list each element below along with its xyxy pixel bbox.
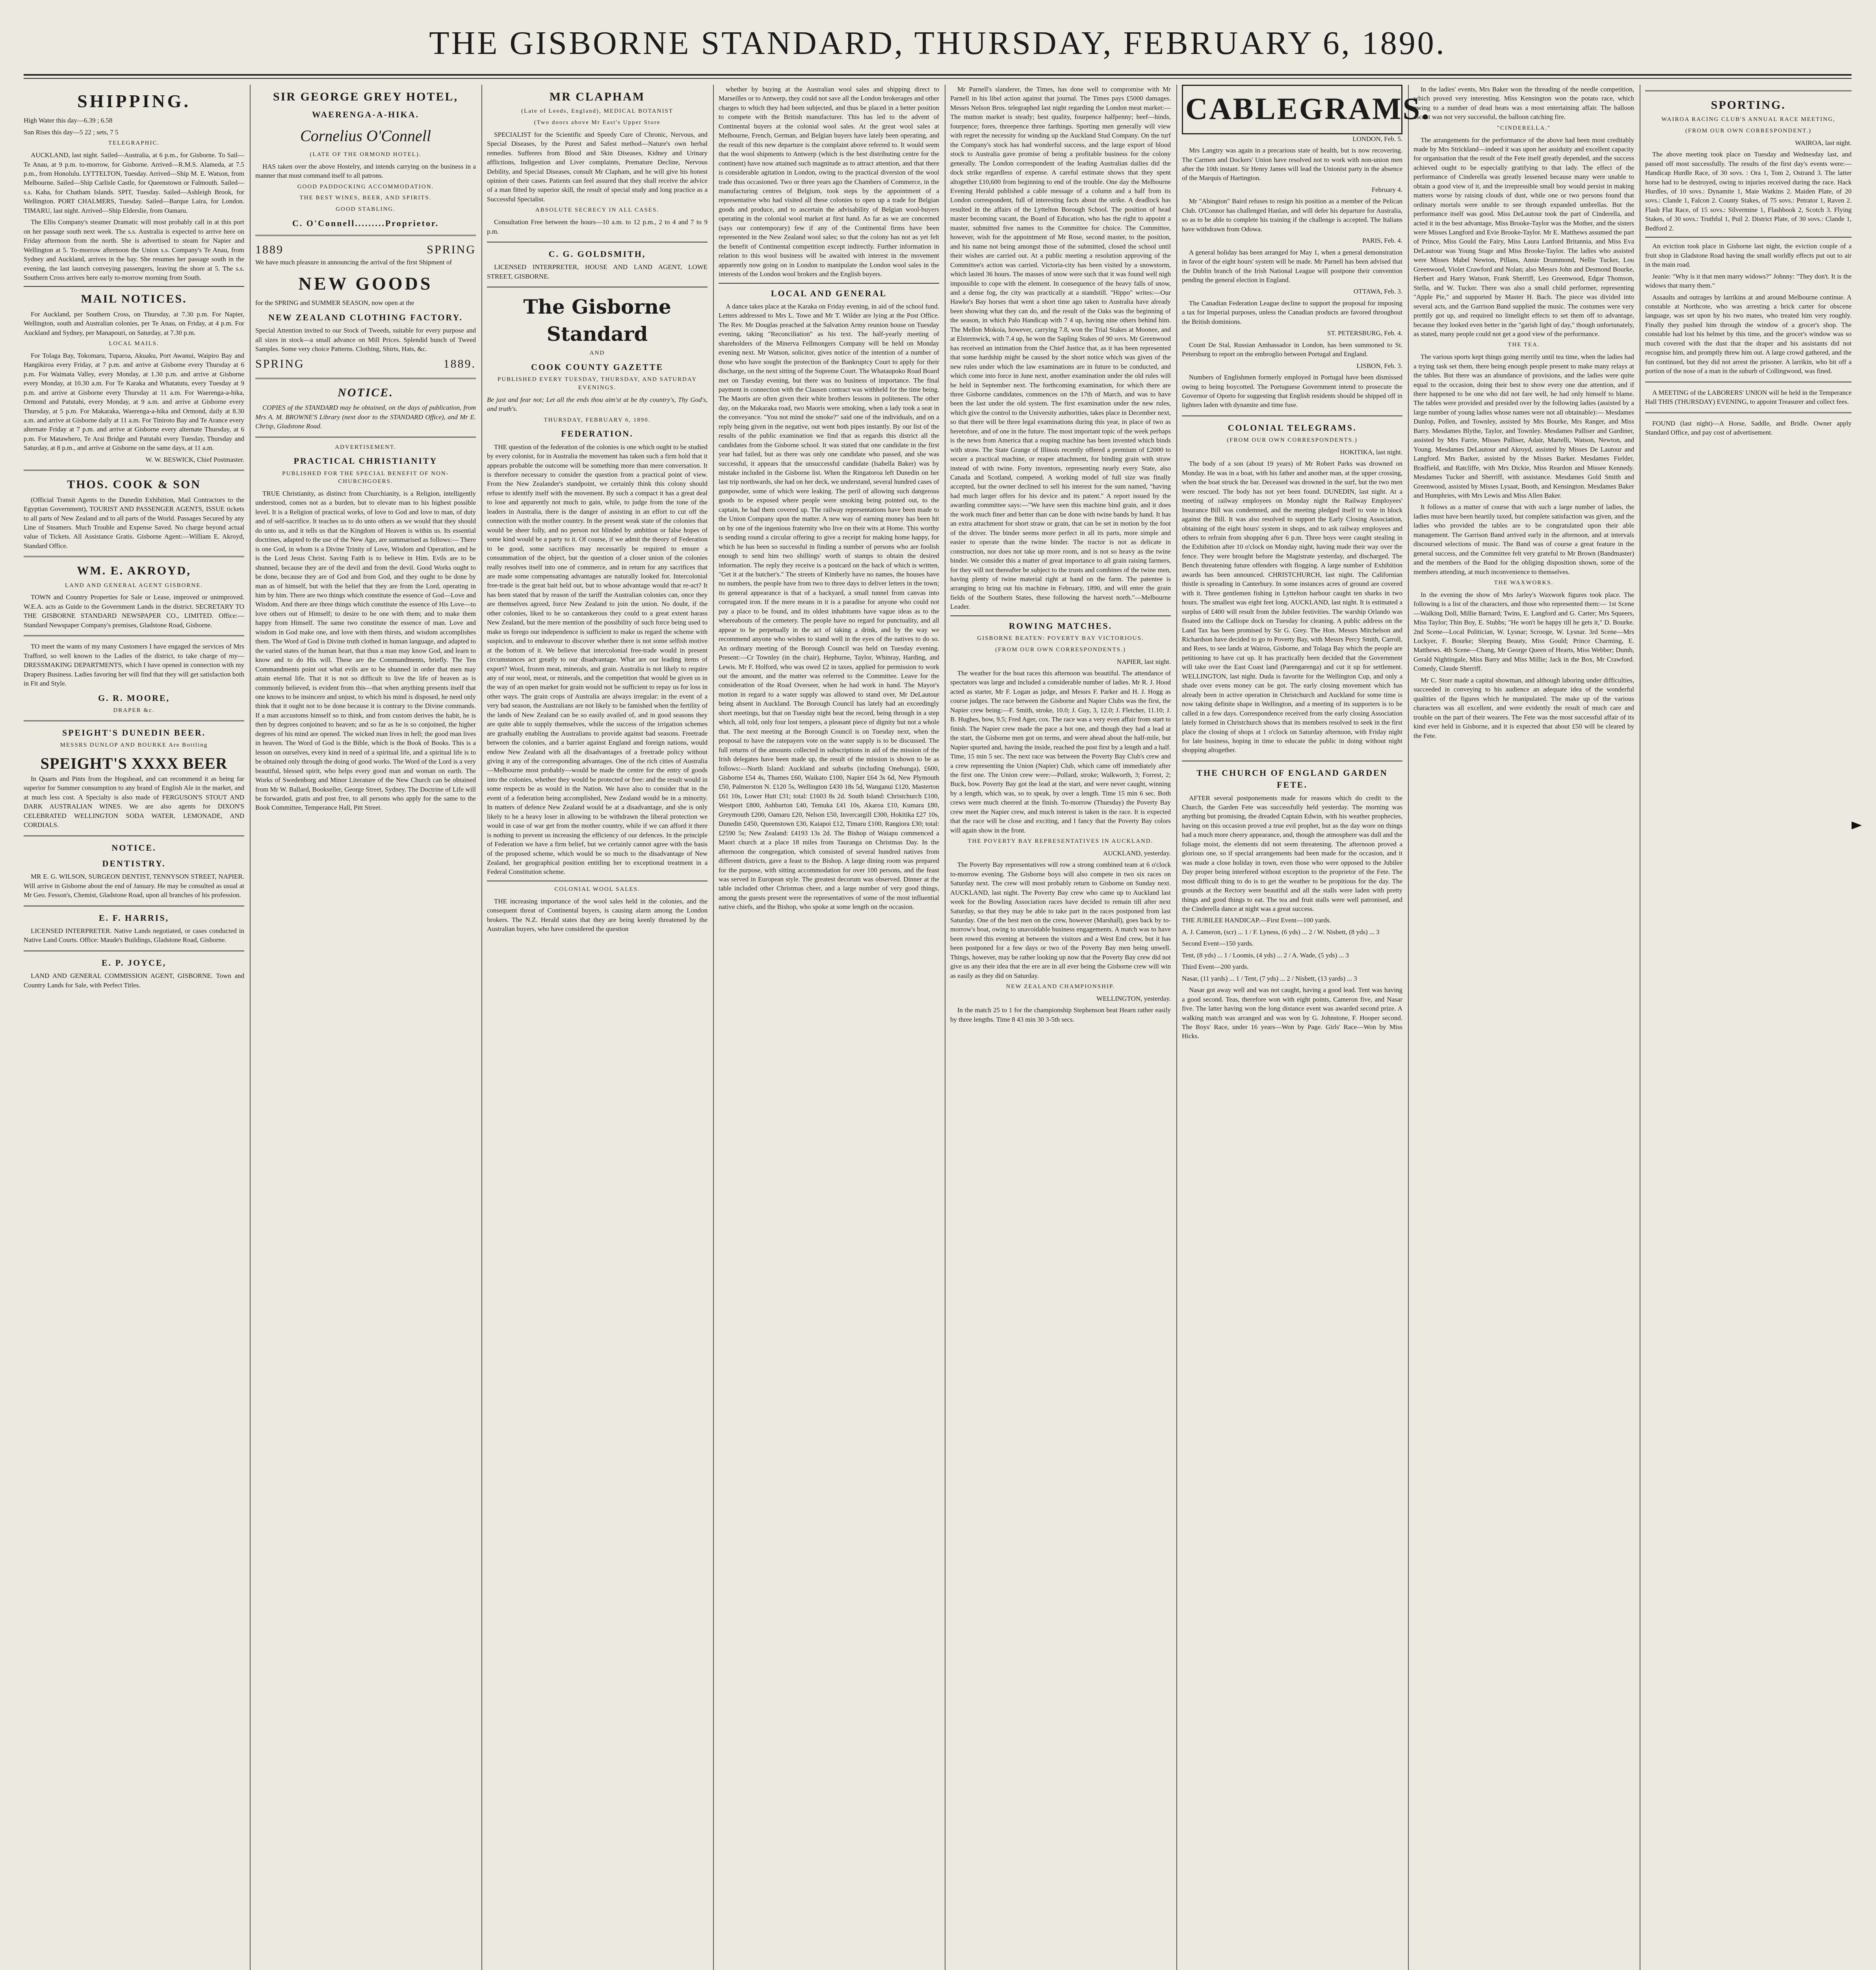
paris-text: A general holiday has been arranged for May 1, when a general demonstration in favor of the eight hours' system will be made. Mr Parnell has been advised that the Dublin branch of the Irish National League will postpone their convention pending the general election in England. bbox=[1182, 248, 1402, 284]
speights-agents: MESSRS DUNLOP AND BOURKE Are Bottling bbox=[60, 742, 208, 748]
harris-heading: E. F. HARRIS, bbox=[98, 913, 169, 923]
nz-champ-text: In the match 25 to 1 for the championship Stephenson beat Hearn rather easily by three lengths. Time 8 43 min 30 3-5th secs. bbox=[950, 1006, 1171, 1023]
feb4-dateline: February 4. bbox=[1371, 186, 1402, 193]
harris-text: LICENSED INTERPRETER. Native Lands negotiated, or cases conducted in Native Land Courts. Office: Maude's Buildings, Gladstone Road, Gisborne. bbox=[24, 927, 244, 944]
pb-reps-heading: THE POVERTY BAY REPRESENTATIVES IN AUCKLAND. bbox=[968, 838, 1153, 845]
masthead-rule bbox=[24, 74, 1852, 76]
column-1 bbox=[24, 85, 244, 1970]
practical-sub: PUBLISHED FOR THE SPECIAL BENEFIT OF NON-CHURCHGOERS. bbox=[282, 470, 449, 485]
divider bbox=[255, 235, 476, 236]
speights-text: In Quarts and Pints from the Hogshead, and can recommend it as being far superior for Summer consumption to any brand of English Ale in the market, and at much less cost. A Specialty is also made of FERGUSON'S STOUT AND DARK AUSTRALIAN WINES. We are also agents for DIXON'S CELEBRATED WELLINGTON SODA WATER, LEMONADE, AND CORDIALS. bbox=[24, 775, 244, 829]
local-general-heading: LOCAL AND GENERAL bbox=[771, 288, 887, 298]
napier-dateline: NAPIER, last night. bbox=[1117, 658, 1171, 665]
london-dateline: LONDON, Feb. 5. bbox=[1352, 135, 1402, 143]
ottawa-dateline: OTTAWA, Feb. 3. bbox=[1353, 288, 1402, 296]
wines: THE BEST WINES, BEER, AND SPIRITS. bbox=[299, 195, 432, 201]
clapham-heading: MR CLAPHAM bbox=[549, 90, 645, 103]
federation-heading: FEDERATION. bbox=[561, 429, 633, 439]
wairoa-text: The above meeting took place on Tuesday and Wednesday last, and passed off most successfully. The results of the first day's events were:— Handicap Hurdle Race, of 30 sovs. : Ora 1, Tom 2, Ostrand 3. The latter horse had to be destroyed, owing to injuries received during the race. Hack Hurdles, of 10 sovs.: Dynamite 1, Maie Watkins 2. Maiden Plate, of 20 sovs.: Clande 1, Falcon 2. County Stakes, of 75 sovs.: Petrator 1, Raven 2. Flash Flat Race, of 15 sovs.: Silvermine 1, Flashbook 2, Scotch 3. Flying Stakes, of 30 sovs.: Truthful 1, Puil 2. District Plate, of 30 sovs.: Clande 1, Bedford 2. bbox=[1645, 151, 1852, 232]
column-divider bbox=[1176, 85, 1177, 1970]
speights-heading: SPEIGHT'S DUNEDIN BEER. bbox=[62, 727, 206, 738]
clapham-text: SPECIALIST for the Scientific and Speedy Cure of Chronic, Nervous, and Special Diseases, by the Purest and Safest method—Nature's own herbal remedies. Sufferers from Blood and Skin Diseases, Kidney and Urinary afflictions, Indigestion and Liver complaints, Premature Decline, Nervous Debility, and Special Diseases, consult Mr Clapham, and he will give his honest opinion of their cases. Patients can feel assured that they shall receive the advice of a man fitted by superior skill, the result of special study and long practice as a Successful Specialist. bbox=[487, 130, 708, 203]
spring-label: SPRING bbox=[427, 243, 476, 256]
motto: Be just and fear not; Let all the ends thou aim'st at be thy country's, Thy God's, and truth's. bbox=[487, 396, 708, 413]
federation-text: THE question of the federation of the colonies is one which ought to be studied by every colonist, for in Australia the movement has taken such a firm hold that it appears probable the outcome will be something more than mere conversation. It is therefore necessary to consider the question from a practical point of view. From the New Zealander's standpoint, we certainly think this colony should refuse to identify itself with the movement. By such a compact it has a great deal to lose and apparently not much to gain, while, to judge from the tone of the leaders in Australia, there is the danger of assisting in an effort to cut off the connection with the mother country. In the present weak state of the colonies that would be sheer folly, and no person not blinded by ambition or false hopes of some kind would be a party to it. Of course, if we admit the theory of Federation to be good, some sacrifices may necessarily be required to ensure a consummation of the object, but the question of a closer union of the colonies really resolves itself into one of commerce, and in return for any sacrifices that are made some compensating advantages are naturally looked for. Intercolonial free-trade is the great bait held out, but to whose advantage would that re-act? It has been stated that by reason of the tariff the Australian colonies can, once they are themselves agreed, force New Zealand to join the union. No doubt, if the other colonies, liked to be so cantankerous they could to a great extent harass New Zealand, but the mere mention of the possibility of such force being used to make us forego our independence is sufficient to make us regard the scheme with suspicion, and to endeavour to discover whether there is not some selfish motive at the bottom of it. We believe that intercolonial free-trade would in present circumstances act greatly to our disadvantage. What are our leading items of export? Wool, frozen meat, minerals, and grain. Australia is not likely to require any of our wool, meat, or minerals, and the competition that would be given us in the way of an open market for grain would not be sufficient to repay us for loss in other ways. The grain crops of Australia are always irregular: in the event of a very bad season, the Australians are not likely to be famished when the fertility of the lands of New Zealand can be so easily availed of, and in good seasons they are quite able to supply themselves, while the success of the irrigation schemes are gradually enabling the Australians to provide against bad seasons. Freetrade between the colonies, and a barrier against England and foreign nations, would endow New Zealand with all the disadvantages of a freetrade policy without giving it any of the corresponding advantages. One of the rich cities of Australia—Melbourne most probably—would be made the centre for the entry of goods into the colonies, whether they would be protected or free: and the result would in some respects be as would in the Nation. We have also to consider that in the event of a federation being accomplished, New Zealand would be in a minority. In matters of defence New Zealand would be at a disadvantage, and she is only likely to be a heavy loser in allowing to be withdrawn the liberal protection we would in case of war get from the mother country, while if we can afford it there is nothing to prevent us increasing the efficiency of our defences. In the principle of Federation we have a firm belief, but we certainly cannot agree with the basis of the proposed scheme, which would be so much to the disadvantage of New Zealand, her geographical position entitling her to exceptional treatment in a Federal Constitution scheme. bbox=[487, 443, 708, 876]
divider bbox=[255, 378, 476, 379]
wellington-dateline: WELLINGTON, yesterday. bbox=[1096, 994, 1171, 1002]
speights-big: SPEIGHT'S XXXX BEER bbox=[40, 754, 228, 772]
divider bbox=[24, 286, 244, 287]
akroyd-sub: LAND AND GENERAL AGENT GISBORNE. bbox=[65, 582, 203, 589]
divider bbox=[487, 242, 708, 243]
ellis-notice: The Ellis Company's steamer Dramatic will most probably call in at this port on her passage south next week. The s.s. Australia is expected to arrive here on Friday afternoon from the north. She is advertised to steam for Napier and Wellington at 5. To-morrow afternoon the Union s.s. Company's Te Anau, from Sydney and Auckland, arrives in the bay. She resumes her passage south in the evening, the last launch conveying passengers, leaving the shore at 5. The s.s. Southern Cross arrives here early to-morrow morning from South. bbox=[24, 218, 244, 281]
joyce-heading: E. P. JOYCE, bbox=[101, 957, 167, 968]
cinderella-text: The arrangements for the performance of the above had been most creditably made by Mrs Strickland—indeed it was upon her assiduity and excellent capacity for organisation that the result of the Fete itself greatly depended, and the success achieved ought to be especially gratifying to that lady. The effect of the performance of Cinderella was greatly lessened because many were unable to obtain a good view of it, and the irrepressible small boy would persist in making matters worse by raising clouds of dust, while one or two persons found that ordinary mortals were unable to see through expanded umbrellas. But the performance itself was good. Miss DeLautour took the part of Cinderella, and acted it in the best advantage, Miss Brooke-Taylor was the Mother, and the sisters were Misses Langford and Evie Brooke-Taylor. Mr E. Matthews assumed the part of Prince, Miss Gould the Fairy, Miss Laura Lanford Britannia, and Miss Eva DeLautour was Young Stage and Miss Brooke-Taylor. The ladies who assisted were Misses Mabel Newton, Pillans, Annie Drummond, Nellie Tucker, Lou Greenwood, Violet Crawford and Nolan; also Messrs John and Desmond Bourke, Herbert and Harry Watson, Frank Sherriff, Leo Greenwood, Edgar Thomson, Stella, and W. Tucker. There was also a small child performer, representing "Apple Pie," and supported by Master H. Bach. The piece was divided into several acts, and the Garrison Band supplied the music. The costumes were very prettily got up, and required no limelight effects to set them off to advantage, because they looked even better in the "garish light of day," though unfortunately, as stated, many people could not get a good view of the performance. bbox=[1414, 136, 1634, 338]
rowing-sub: GISBORNE BEATEN: POVERTY BAY VICTORIOUS. bbox=[977, 635, 1144, 642]
goldsmith-text: LICENSED INTERPRETER, HOUSE AND LAND AGENT, LOWE STREET, GISBORNE. bbox=[487, 263, 708, 280]
clapham-address: (Two doors above Mr East's Upper Store bbox=[534, 119, 661, 126]
second-event: Second Event—150 yards. bbox=[1182, 940, 1254, 948]
cook-heading: THOS. COOK & SON bbox=[67, 478, 201, 491]
wairoa-corr: (FROM OUR OWN CORRESPONDENT.) bbox=[1685, 128, 1812, 134]
rowing-heading: ROWING MATCHES. bbox=[1009, 621, 1113, 631]
colonial-text: The body of a son (about 19 years) of Mr Robert Parks was drowned on Monday. He was in a boat, with his father and another man, at the upper crossing, when the boat struck the bar. Deceased was drowned in the surf, but the two men were rescued. The body has not yet been found. DUNEDIN, last night. At a meeting of railway employees on Monday night the Railway Employees' Insurance Bill was condemned, and the meeting pledged itself to vote in block against the Bill. It was also resolved to support the Early Closing Association, obtaining of the eight hours' system in shops, and to ask railway employees and others to refrain from shopping after 6 p.m. Three boys were caught stealing in the Exhibition after 10 o'clock on Monday night, having made their way over the fence. They were brought before the Magistrate yesterday, and discharged. The Bench threatening future offenders with flogging. A large number of Exhibition awards has been announced. CHRISTCHURCH, last night. The Californian thistle is spreading in Canterbury. In some instances acres of ground are covered with it. Three gentlemen fishing in Lyttelton harbour caught ten sharks in two hours. The smallest was eight feet long. AUCKLAND, last night. It is estimated a surplus of £400 will result from the Jubilee festivities. The warship Orlando was floated into the Calliope dock on Tuesday for cleaning. A public address on the Land Tax has been promised by Sir G. Grey. The Hon. Messrs Mitchelson and Richardson have decided to go to Poverty Bay, with Messrs Percy Smith, Carroll, and Rees, to see lands at Wairoa, Gisborne, and Tolaga Bay which the people are petitioning to have cut up. It has practically been decided that the Government will take over the East Coast land (Parengarenga) and cut it up for settlement. WELLINGTON, last night. Duda is favorite for the Wellington Cup, and only a shade over evens money can be got. The early closing movement which has already been in active operation in Christchurch and Auckland for some time is now taking definite shape in Wellington, and a meeting of its supporters is to be called in a few days. Correspondence received from the early closing Association lately formed in Christchurch shows that its members resolved to seek in the first place the closing of shops at 1 o'clock on Saturday afternoon, with Friday night for late business, hoping in time to educate the public in doing without night shopping altogether. bbox=[1182, 460, 1402, 754]
entertainment-text: It follows as a matter of course that with such a large number of ladies, the ladies must have been heartily taxed, but complete satisfaction was given, and the ladies who provided the tables are to be congratulated upon their able management. The Garrison Band arrived early in the afternoon, and at intervals discoursed selections of music. The Band was of course a great feature in the general success, and the Committee felt very grateful to Mr Brown (Bandmaster) and the members of the Band for the obliging disposition shown, some of the members attending, at much inconvenience to themselves. bbox=[1414, 503, 1634, 576]
divider bbox=[719, 283, 939, 284]
divider bbox=[487, 286, 708, 288]
column-8 bbox=[1645, 85, 1852, 1970]
masthead-rule-thin bbox=[24, 78, 1852, 79]
consultation-hours: Consultation Free between the hours—10 a.m. to 12 p.m., 2 to 4 and 7 to 9 p.m. bbox=[487, 218, 708, 235]
column-divider bbox=[713, 85, 714, 1970]
goldsmith-heading: C. G. GOLDSMITH, bbox=[548, 249, 646, 259]
year-1889: 1889 bbox=[255, 243, 284, 256]
notice-text: COPIES of the STANDARD may be obtained, on the days of publication, from Mrs A. M. BROWNE'S Library (next door to the STANDARD Office), and Mr E. Chrisp, Gladstone Road. bbox=[255, 404, 476, 430]
divider bbox=[1645, 90, 1852, 91]
colonial-heading: COLONIAL TELEGRAMS. bbox=[1228, 422, 1357, 433]
divider bbox=[950, 615, 1171, 616]
ladies-events: In the ladies' events, Mrs Baker won the threading of the needle competition, which proved very interesting. Miss Kensington won the potato race, which owing to a number of dead heats was a most entertaining affair. The balloon ascent was not very successful, the balloon catching fire. bbox=[1414, 85, 1634, 121]
cinderella-heading: "CINDERELLA." bbox=[1497, 125, 1551, 131]
paris-dateline: PARIS, Feb. 4. bbox=[1362, 237, 1402, 245]
dressmaking-text: TO meet the wants of my many Customers I have engaged the services of Mrs Trafford, so well known to the Ladies of the district, to take charge of my— DRESSMAKING DEPARTMENTS, which I have opened in connection with my Drapery Business. Ladies favoring her will find that they will get satisfaction both in Fit and Style. bbox=[24, 643, 244, 688]
divider bbox=[1645, 381, 1852, 383]
clothing-factory: NEW ZEALAND CLOTHING FACTORY. bbox=[268, 312, 463, 322]
colonial-corr: (FROM OUR OWN CORRESPONDENTS.) bbox=[1227, 437, 1358, 444]
column-4 bbox=[719, 85, 939, 1970]
mail-text: For Auckland, per Southern Cross, on Thursday, at 7.30 p.m. For Napier, Wellington, south and Australian colonies, per Te Anau, on Friday, at 4 p.m. For Auckland and Sydney, per Manapouri, on Saturday, at 7.30 p.m. bbox=[24, 310, 244, 336]
moore-sub: DRAPER &c. bbox=[113, 707, 155, 714]
ottawa-text: The Canadian Federation League decline to support the proposal for imposing a tax for Imperial purposes, unless the Canadian products are favored throughout the British dominions. bbox=[1182, 299, 1402, 325]
shipping-heading: SHIPPING. bbox=[77, 91, 191, 111]
divider bbox=[1182, 760, 1402, 762]
spring-header bbox=[255, 242, 476, 258]
stpete-text: Count De Stal, Russian Ambassador in London, has been summoned to St. Petersburg to report on the embroglio between Portugal and England. bbox=[1182, 341, 1402, 358]
column-divider bbox=[250, 85, 251, 1970]
divider bbox=[24, 720, 244, 721]
divider bbox=[24, 470, 244, 471]
divider bbox=[1645, 237, 1852, 238]
cook-text: (Official Transit Agents to the Dunedin Exhibition, Mail Contractors to the Egyptian Government), TOURIST AND PASSENGER AGENTS, ISSUE tickets to all parts of New Zealand and to all parts of the World. Passages Secured by any Line of Steamers. Much Trouble and Expense Saved. No charge beyond actual value of Tickets. All Assistance Gratis. Gisborne Agent:—William E. Akroyd, Standard Office. bbox=[24, 496, 244, 550]
column-3 bbox=[487, 85, 708, 1970]
spring-label-2: SPRING bbox=[255, 357, 305, 371]
clapham-sub: (Late of Leeds, England), MEDICAL BOTANIST bbox=[521, 108, 673, 115]
column-2 bbox=[255, 85, 476, 1970]
akroyd-heading: WM. E. AKROYD, bbox=[77, 564, 191, 578]
rowing-corr: (FROM OUR OWN CORRESPONDENTS.) bbox=[995, 646, 1126, 653]
wool-sales-heading: COLONIAL WOOL SALES. bbox=[554, 886, 640, 892]
tea-heading: THE TEA. bbox=[1508, 342, 1540, 348]
joyce-text: LAND AND GENERAL COMMISSION AGENT, GISBORNE. Town and Country Lands for Sale, with Perfect Titles. bbox=[24, 972, 244, 989]
we-have: We have much pleasure in announcing the arrival of the first Shipment of bbox=[255, 258, 452, 266]
assaults-text: Assaults and outrages by larrikins at and around Melbourne continue. A constable at Northcote, who was arresting a brick carter for obscene language, was set upon by his two mates, who treated him very roughly. Finally they pushed him through the window of a grocer's shop. The constable had lost his helmet by this time, and the grocer's window was so much covered with the dust that the draper and his assistants did not recognise him, and promptly threw him out. A large crowd gathered, and the fun continued, but they did not arrest the prisoner. A larrikin, who bit off a portion of the nose of a man in the suburb of Collingwood, was fined. bbox=[1645, 293, 1852, 375]
practical-text: TRUE Christianity, as distinct from Churchianity, is a Religion, intelligently understood, comes not as a burden, but to elevate man to his highest possible level. It is a Religion of practical works, of love to God and love to man, of duty and of self-sacrifice. It teaches us to do unto others as we would that they should do unto us, and it tells us that the Kingdom of Heaven is within us. Its essential doctrines, adapted to the use of the New Age, are summarised as follows:— There is one God, in whom is a Divine Trinity of Love, Wisdom and Operation, and he is the Lord Jesus Christ. Saving Faith is to believe in Him. Evils are to be shunned, because they are of the devil and from the devil. Good Works ought to be done, because they are of God and from God, and they ought to be done by man as of himself, but with the belief that they are from the Lord, operating in him by him. There are two things which constitute the essence of God—Love and Wisdom. And there are three things which constitute the essence of His Love—to love others out of Himself; to desire to be one with them; and to make them happy from Himself. The same two constitute the essence of man. Love and wisdom in God make one, and love with them thirsts, and wisdom accomplishes them. The Word of God is Divine truth clothed in human language, and adapted to the varied states of the human heart, that thus a man may know God, and learn to know and to do His will. These are the Commandments, briefly. The Ten Commandments point out what evils are to be shunned in order that men may attain eternal life. That it is not so difficult to live the life of heaven as is commonly believed, is evident from this—that when anything presents itself that one knows to be insincere and unjust, to which his mind is disposed, he need only think that it ought not to be done because it is contrary to the Divine commands. If a man accustoms himself so to think, and from custom derives the habit, he is then by degrees conjoined to heaven; and so far as he is so conjoined, the higher degrees of his mind are opened. The wicked man lives in hell; the good man lives in heaven. The Word of God is the Bible, which is the Book of Books. This is a lesson on ourselves, every kind in need of a spiritual life, and a spiritual life is to be obtained only through the doing of good works. The Word of the Lord is a very beautiful, blessed spirit, who helps every good man and woman on earth. The Works of Swedenborg and Minor Literature of the New Church can be obtained from Mr W. Ballard, Bookseller, George Street, Sydney. The Doctrine of Life will be forwarded, gratis and post free, to all persons who apply for the same to the Book Committee, Temperance Hall, Pitt Street. bbox=[255, 490, 476, 812]
waxworks-heading: THE WAXWORKS. bbox=[1494, 580, 1554, 586]
pb-reps-text: The Poverty Bay representatives will row a strong combined team at 6 o'clock to-morrow evening. The Gisborne boys will also compete in two six races on Saturday next. The crew will most probably return to Gisborne on Sunday next. AUCKLAND, last night. The Poverty Bay crew who came up to Auckland last week for the Bowling Association races have decided to remain till after next Saturday, so that they may be able to take part in the races postponed from last Saturday. One of the best men on the crew, however (Marshall), goes back by to-morrow's boat, owing to unavoidable business engagements. A match was to have been rowed this evening at between the visitors and a West End crew, but it has been postponed for a few days or two of the Poverty Bay men being unwell. Things, however, may be rather looking up now that the Poverty Bay crew did not give us any their idea that the ere are in all ever being the Gisborne crew will win as easily as they did on Saturday. bbox=[950, 861, 1171, 979]
paper-nameplate: The Gisborne Standard bbox=[523, 295, 671, 346]
publishing-days: PUBLISHED EVERY TUESDAY, THURSDAY, AND SATURDAY EVENINGS. bbox=[497, 376, 697, 391]
news-text: Mr Parnell's slanderer, the Times, has done well to compromise with Mr Parnell in his libel action against that journal. The Times pays £5000 damages. Messrs Nelson Bros. telegraphed last night regarding the London meat market:—The mutton market is steady; best quality, fourpence halfpenny; beef—hinds, fourpence; fores, threepence three farthings. Sporting men generally will view with regret the necessity for winding up the Auckland Stud Company. On the turf the Company's stock has had wonderful success, and the large export of blood stock to Australia gave promise of being a profitable business for the colony generally. The London correspondent of the leading Australian dailies did the dock strike regardless of expense. A careful estimate shows that they spent altogether £10,600 from beginning to end of the trouble. One day the Melbourne Evening Herald published a cable message of a column and a half from its London correspondent, full of interesting facts about the strike. A deadlock has resulted in the affairs of the Lyttelton Borough School. The position of head master becoming vacant, the Board of Education, who has the right to appoint a master, submitted five names to the Committee for choice. The Committee, however, wish for the appointment of Mr Rose, second master, to the position, and his name not being amongst those of the submitted, closed the school until their wishes are carried out. At a public meeting a resolution approving of the Committee's action was carried. Victoria-city has been visited by a snowstorm, which lasted 36 hours. The masses of snow were such that it was found well nigh impossible to cope with the element. In consequence of the heavy falls of snow, and a dense fog, the city was practically at a standstill. "Hippo" writes:—Our Hawke's Bay horses that went a short time ago taken to Australia have already been showing what they can do, and the result of the Oaks was the beginning of the season, in which Palo Handicap with 7 4 up, having nine others behind him. The Mellon Mokoia, however, carrying 7.8, won the Trial Stakes at Moonee, and at Elsternwick, with 7.4 up, he won the Sapling Stakes of 90 sovs. Mr Greenwood has received an intimation from the Chief Justice that, as it has been represented that some hardship might be caused by the short notice which was given of the new rules under which the law examinations are in future to be conducted, and which come into force in June next, another examination under the old rules will be held in September next. The forthcoming examination, for which there are three Gisborne candidates, commences on the 17th of March, and was to have been the last under the old system. The first examination under the new rules, which give the control to the University authorities, takes place in December next, so that there will be three legal examinations during this year, in place of two as heretofore, and of one in the future. The most important topic of the week perhaps is the news from America that a reaping machine has been invented which binds with straw. The State Grange of Illinois recently offered a premium of £2000 to secure a practical machine, or reaper attachment, for binding grain with straw instead of with twine. Forty inventors, representing nearly every State, also Canada and Scotland, competed. A working model of full size was finally accepted, but the owner declined to sell his interest for the sum named, "having had much larger offers for his device and its patent." A report issued by the awarding committee says:—"We have seen this machine bind grain, and it does the work much finer and better than can be done with twine bands by hand. It has an extra attachment for short straw or grain, that can be set in motion by the foot of the driver. The binder seems more perfect in all its parts, more simple and easier to operate than the twine binder. The tractor is not as delicate in construction, nor does not take up more room, and is not so heavy as the twine binder. We consider this a matter of great importance to all grain raising farmers, for they will not thereafter be subject to the trusts and combines of the twine men, having plenty of twine material right at hand on the farm. The patentee is arranging to bring out his machine in February, 1890, and will enter the grain fields of the Southern States, these following the harvest north."—Melbourne Leader. bbox=[950, 85, 1171, 611]
third-event: Third Event—200 yards. bbox=[1182, 963, 1249, 971]
wairoa-dateline: WAIROA, last night. bbox=[1795, 139, 1852, 147]
mail-notices-heading: MAIL NOTICES. bbox=[81, 292, 187, 306]
divider bbox=[24, 905, 244, 907]
eviction-text: An eviction took place in Gisborne last night, the eviction couple of a fruit shop in Gladstone Road having the small worldly effects put out to air in the main road. bbox=[1645, 242, 1852, 269]
spring-footer bbox=[255, 356, 476, 372]
lisbon-dateline: LISBON, Feb. 3. bbox=[1356, 362, 1402, 370]
hotel-location: WAERENGA-A-HIKA. bbox=[312, 110, 420, 120]
third-results: Nasar, (11 yards) ... 1 / Tent, (7 yds) ... 2 / Nisbett, (13 yards) ... 3 bbox=[1182, 974, 1357, 982]
jubilee-results: A. J. Cameron, (scr) ... 1 / F. Lyness, (6 yds) ... 2 / W. Nisbett, (8 yds) ... 3 bbox=[1182, 928, 1380, 936]
dentistry-heading: DENTISTRY. bbox=[102, 858, 166, 868]
hotel-name: SIR GEORGE GREY HOTEL, bbox=[273, 90, 458, 103]
local-mails-heading: LOCAL MAILS. bbox=[109, 340, 159, 347]
new-goods: NEW GOODS bbox=[298, 273, 433, 294]
paper-subtitle: COOK COUNTY GAZETTE bbox=[531, 362, 664, 372]
shipping-text: AUCKLAND, last night. Sailed—Australia, at 6 p.m., for Gisborne. To Sail—Te Anau, at 9 p.m. to-morrow, for Gisborne. Arrived—R.M.S. Alameda, at 7.5 p.m., from Honolulu. LYTTELTON, Tuesday. Arrived—Ship M. E. Watson, from Melbourne. Sailed—Ship Carlisle Castle, for Queenstown or Falmouth. Sailed—s.s. Kaha, for Chatham Islands. SPIT, Tuesday. Sailed—Ashleigh Brook, for Wellington. PORT CHALMERS, Tuesday. Sailed—Barque Laira, for London. TIMARU, last night. Arrived—Ship Elderslie, from Oamaru. bbox=[24, 151, 244, 214]
lisbon-text: Numbers of Englishmen formerly employed in Portugal have been dismissed owing to being boycotted. The Portuguese Government intend to prosecute the Governor of Oporto for suggesting that English residents should be shipped off in lighters laden with dynamite and time fuse. bbox=[1182, 374, 1402, 409]
wool-sales-text: THE increasing importance of the wool sales held in the colonies, and the consequent threat of Continental buyers, is causing alarm among the London brokers. The N.Z. Herald states that they are being keenly threatened by the Australian buyers, who have considered the question bbox=[487, 897, 708, 933]
practical-heading: PRACTICAL CHRISTIANITY bbox=[293, 456, 438, 466]
column-7 bbox=[1414, 85, 1634, 1970]
wool-continued: whether by buying at the Australian wool sales and shipping direct to Marseilles or to Antwerp, they could not save all the London brokerages and other charges to which they had been subjected, and thus be placed in a better position to compete with the British manufacturer. This has led to the advent of Continental buyers at the colonial wool sales. At the great wool sales at Melbourne, French, German, and Belgian buyers have lately been operating, and the result of this new departure is the complaint above referred to. It would seem that the wool shipments to Antwerp (which is the best distributing centre for the continent) have now attained such magnitude as to attract attention, and that there is considerable agitation in London, owing to the practical diversion of the wool trade thus occasioned. Two or three years ago the Chambers of Commerce, in the manufacturing centres of Belgium, took steps by the appointment of a representative who had visited all these colonies to open up a trade for Belgian goods and produce, and to ascertain the advisability of Belgian wool-buyers operating in the colonial wool market at first hand. As far as we are concerned (says our contemporary) few if any of the Continental firms have been represented in the New Zealand wool sales; so that the colony has not as yet felt the benefit of Continental competition except indirectly. Further information in relation to this wool business will be awaited with interest in the movement apparently now going on in London to manipulate the London wool sales in the interests of the London wool brokers and the English buyers. bbox=[719, 85, 939, 278]
rowing-text: The weather for the boat races this afternoon was beautiful. The attendance of spectators was large and included a considerable number of ladies. Mr R. J. Hood acted as starter, Mr F. Logan as judge, and Messrs F. Parker and H. J. Hogg as course judges. The race between the Gisborne and Napier Clubs was the first, the Napier crew being:—F. Smith, stroke, 10.0; J. Guy, 3, 12.0; J. Fletcher, 11.10; J. B. Hughes, bow, 9.5; Fred Ager, cox. The race was a very even affair from start to finish. The Napier crew made the pace a hot one, and though they had a lead at the start, the Gisborne men got on terms, and were ahead about the half-mile, but Napier spurted and, having the inside, reached the post first by a length and a half. Time, 15 min 5 sec. The next race was between the Poverty Bay Club's crew and a crew representing the Union (Napier) Club, which came off immediately after the first one. The Union crew were:—Pollard, stroke; Walkworth, 3; Forrest, 2; Buck, bow. Poverty Bay got the lead at the start, and were never caught, winning by a length, which was, so to speak, by over a length. Time 15 min 6 sec. Both crews were much cheered at the finish. To-morrow (Thursday) the Poverty Bay crew meet the Napier crew, and much interest is taken in the race. It is expected that the race will be close and exciting, and I fancy that the Poverty Bay colors will again show in the front. bbox=[950, 669, 1171, 834]
divider bbox=[255, 437, 476, 438]
column-5 bbox=[950, 85, 1171, 1970]
issue-date: THURSDAY, FEBRUARY 6, 1890. bbox=[544, 416, 651, 423]
nz-champ-heading: NEW ZEALAND CHAMPIONSHIP. bbox=[1006, 983, 1115, 990]
jubilee-heading: THE JUBILEE HANDICAP.—First Event—100 yards. bbox=[1182, 916, 1331, 924]
divider bbox=[24, 556, 244, 557]
hotel-text: HAS taken over the above Hostelry, and intends carrying on the business in a manner that must command itself to all patrons. bbox=[255, 162, 476, 180]
hokitika-dateline: HOKITIKA, last night. bbox=[1340, 448, 1402, 456]
telegraphic-heading: TELEGRAPHIC. bbox=[108, 140, 160, 147]
divider bbox=[1182, 415, 1402, 416]
cable-text-2: Mr "Abington" Baird refuses to resign his position as a member of the Pelican Club. O'Connor has challenged Hanlan, and will defer his departure for Australia, so as to be able to complete his training if the challenge is accepted. The Italians have withdrawn from Odowa. bbox=[1182, 197, 1402, 233]
local-general-text: A dance takes place at the Karaka on Friday evening, in aid of the school fund. Letters addressed to Mrs L. Towe and Mr T. Wilder are lying at the Post Office. The Rev. Mr Douglas preached at the Salvation Army reunion house on Tuesday evening, taking "Reconciliation" as his text. The half-yearly meeting of shareholders of the Minerva Fellmongers Company will be held on Monday evening next. Mr Watson, solicitor, gives notice of the intention of a number of those who have sought the protection of the Bankruptcy Court to apply for their discharge, on the next sitting of the Supreme Court. The Whataupoko Road Board met on Tuesday evening, but there was no business of importance. The final payment in connection with the Clausen contract was withheld for the time being. The Maoris are often given their white brothers lessons in politeness. The other day, on the Makaraka road, two Maoris were smoking, when a lady took a seat in the conveyance. "You not mind the smoke?" said one of the individuals, and on a reply being given in the negative, out went both pipes instantly. By our list of the results of the public examination we find that as regards this district all the candidates from the Gisborne school. It was stated that one candidate in the first year had failed, but as there was only one candidate who passed, and she was successful, it appears that the unsuccessful candidate (Isabella Baker) was by mistake included in the Gisborne list. When the Ringatoroa left Dunedin on her last trip northwards, she had on her deck, we understand, several hundred cases of gunpowder, some of which were leaking. The peril of allowing such dangerous goods to be exposed where people were smoking being pointed out, to the captain, he had them covered up. The railway representations have been made to the Union Company upon the matter. A new way of earning money has been hit on by one of the ingenious fraternity who live on their wits at Home. This worthy is sending round a circular offering to give a receipt for making home happy, for which he has been so successful in finding a number of persons who are foolish enough to send him two shillings' worth of stamps to obtain the desired information. The reply they receive is a postcard on the back of which is written, "Get it at the butcher's." The streets of Kimberly have no names, the houses have no numbers, the people have from two to three days to deliver letters in the town; its general appearance is that of a backyard, a small tunnel from canvas into corrugated iron. If the mere means in it is a paradise for anyone who could not pay a place to be found, and its oldest inhabitants have vague ideas as to the whereabouts of the cemetery. The people have no regard for punctuality, and all appear to be perpetually in the act of taking a drink, and by the way we recommend anyone who wishes to stand well in the eyes of the natives to do so. An ordinary meeting of the Borough Council was held on Tuesday evening. Present:—Cr Townley (in the chair), Hepburne, Taylor, Whinray, Harding, and Lewis. Mr F. Holford, who was owed £2 in taxes, applied for permission to work out the amount, and the matter was referred to the Committee. Leave for the consideration of the Road Overseer, when he had work in hand. The Mayor's motion in regard to a water supply was allowed to stand over, Mr DeLautour being absent in Auckland. The Borough Council has lately had an exceedingly short meetings, but that on Tuesday night beat the record, being through in a step which, all told, only four lost tempers, a pleasant piece of dignity but not a whole that. The next meeting at the Borough Council is on Tuesday next, when the proposal to have the ratepayers vote on the water supply is to be discussed. The full returns of the amounts collected in subscriptions in aid of the mission of the Irish delegates have been made up, the result of the mission is shown to be as follows:—North Island: Auckland and suburbs (including Onehunga), £600, Gisborne £54 4s, Thames £60, Waikato £100, Napier £64 3s 6d, New Plymouth £50, Palmerston N. £120 5s, Wellington £430 18s 5d, Wanganui £120, Masterton £61 10s, Lower Hutt £31; total: £1603 8s 2d. South Island: Christchurch £100, Westport £800, Ashburton £40, Temuka £41 10s, Akaroa £10, Kumara £80, Greymouth £200, Oamaru £20, Nelson £50, Invercargill £300, Hokitika £27 10s, Dunedin £450, Queenstown £30, Kaiapoi £12, Timaru £100, Rangiora £30; total: £2590 5s; New Zealand: £4193 13s 2d. The Bishop of Waiapu commenced a Maori church at a place 18 miles from Tauranga on Christmas Day. In the afternoon the congregation, which consisted of several hundred natives from different districts, gave a feast to the Bishop. A large dining room was prepared for the purpose, with sitting accommodation for over 100 persons, and the feast was served in European style. The greatest decorum was observed. Dinner at the table included other Christmas cheer, and a large number of very good things, among the guests present were the representatives of some of the most influential native chiefs, and the Bishop, who spoke at some length on the occasion. bbox=[719, 302, 939, 911]
local-mails-text: For Tolaga Bay, Tokomaru, Tuparoa, Akuaku, Port Awanui, Waipiro Bay and Hangikiroa every Friday, at 7 p.m. and arrive at Gisborne every Thursday at 6 p.m. For Waimata Valley, every Monday, at 1.30 p.m. and arrive at Gisborne every Monday, at 10.30 a.m. For Te Karaka and Whatatutu, every Tuesday at 9 p.m. and arrive at Gisborne every Thursday at 11 a.m. For Waerenga-a-hika, Ormond and Patutahi, every Monday, at 9 a.m. and arrive at Gisborne every Thursday, at 5 p.m. For Makaraka, Waerenga-a-hika and Ormond, daily at 8.30 a.m. and arrive at Gisborne daily at 11 a.m. For Tiniroto Bay and Te Arance every alternate Friday at 7 p.m. and arrive at Gisborne every alternate Thursday, at 6 p.m. For Matawhero, Te Arai Bridge and Patutahi every Tuesday, Thursday and Saturday, at 8 p.m., and arrive at Gisborne on the same days, at 11 a.m. bbox=[24, 351, 244, 452]
cable-text-1: Mrs Langtry was again in a precarious state of health, but is now recovering. The Carmen and Dockers' Union have resolved not to work with non-union men after the 10th instant. Sir Henry James will lead the Unionist party in the absence of the Marquis of Hartington. bbox=[1182, 147, 1402, 182]
proprietor: C. O'Connell.........Proprietor. bbox=[292, 218, 439, 228]
divider bbox=[24, 635, 244, 636]
stpete-dateline: ST. PETERSBURG, Feb. 4. bbox=[1327, 329, 1402, 337]
jeanie-text: Jeanie: "Why is it that men marry widows?" Johnny: "They don't. It is the widows that marry them." bbox=[1645, 272, 1852, 290]
paddocking: GOOD PADDOCKING ACCOMMODATION. bbox=[297, 183, 434, 190]
waxworks-text: In the evening the show of Mrs Jarley's Waxwork figures took place. The following is a list of the characters, and those who represented them:— 1st Scene—Walking Doll, Millie Barnard; Twins, E. Langford and G. Carter; Mrs Squeers, Miss Taylor; Thin Boy, E. Stubbs; "He won't be happy till he gets it," D. Bourke. 2nd Scene—Local Politician, W. Lysnar; Scrooge, W. Lysnar. 3rd Scene—Mrs Lockyer, F. Bourke; Sleeping Beauty, Miss Gould; Prince Charming, E. Matthews. 4th Scene—Chang, Mr George Queen of Hearts, Miss Webber; Dumb, Gerald Nightingale, Miss Barry and Miss Millie; Jack in the Box, Mr Crawford. Comedy, Claude Sherriff. bbox=[1414, 591, 1634, 673]
cablegrams-heading: CABLEGRAMS. bbox=[1185, 91, 1431, 126]
paper-and: AND bbox=[589, 350, 605, 357]
second-results: Tent, (8 yds) ... 1 / Loomis, (4 yds) ... 2 / A. Wade, (5 yds) ... 3 bbox=[1182, 951, 1349, 959]
owner-name: Cornelius O'Connell bbox=[300, 126, 431, 145]
wairoa-heading: WAIROA RACING CLUB'S ANNUAL RACE MEETING, bbox=[1661, 116, 1835, 123]
laborers-meeting: A MEETING of the LABORERS' UNION will be held in the Temperance Hall THIS (THURSDAY) EVENING, to appoint Treasurer and collect fees. bbox=[1645, 388, 1852, 406]
akroyd-text: TOWN and Country Properties for Sale or Lease, improved or unimproved. W.E.A. acts as Guide to the Government Lands in the district. SECRETARY TO THE GISBORNE STANDARD NEWSPAPER CO., LIMITED. Office:—Standard Newspaper Company's premises, Gladstone Road, Gisborne. bbox=[24, 593, 244, 629]
advertisement-label: ADVERTISEMENT. bbox=[335, 444, 396, 450]
dentist-text: MR E. G. WILSON, SURGEON DENTIST, TENNYSON STREET, NAPIER. Will arrive in Gisborne about the end of January. He may be consulted as usual at Mr Geo. Fesson's, Chemist, Gladstone Road, upon all branches of his profession. bbox=[24, 873, 244, 899]
special-attention: Special Attention invited to our Stock of Tweeds, suitable for every purpose and all sizes in stock—a small advance on Mill Prices. Splendid bunch of Tweed Samples. Some very choice Patterns. Clothing, Shirts, Hats, &c. bbox=[255, 327, 476, 353]
masthead bbox=[24, 16, 1852, 71]
church-fete-text: AFTER several postponements made for reasons which do credit to the Church, the Garden Fete was successfully held yesterday. The morning was anything but promising, the dreaded Captain Edwin, with his weather prophecies, having on this occasion proved a true evil prophet, but as the day wore on things had a much more cheery appearance, and, though the atmosphere was dull and the foliage moist, the elements did not seem threatening. The afternoon proved a glorious one, so if special arrangements had been made for the occasion, and it was made a close holiday in town, even those who were opposed to the Jubilee Day proper being interfered without exception to the proprietor of the Fete. The most difficult thing to do is to get the weather to be propitious for the day. The grounds at the Rectory were beautiful and all the stalls were laden with pretty things and good things to eat. The tea and fruit stalls were well patronised, and the Cinderella dance at night was a great success. bbox=[1182, 794, 1402, 913]
notice-heading: NOTICE. bbox=[111, 842, 156, 853]
divider bbox=[1645, 412, 1852, 413]
owner-sub: (LATE OF THE ORMOND HOTEL). bbox=[310, 151, 422, 158]
moore-heading: G. R. MOORE, bbox=[98, 693, 170, 703]
fete-closing: Mr C. Storr made a capital showman, and although laboring under difficulties, succeeded in conveying to his audience an adequate idea of the wonderful qualities of the figures which he manipulated. The make up of the various characters was all excellent, and were evidently the result of much care and trouble on the part of their wearers. The Fete was the most successful affair of its kind ever held in Gisborne, and it is expected that about £50 will be cleared by the Fete. bbox=[1414, 676, 1634, 740]
sporting-heading: SPORTING. bbox=[1711, 98, 1786, 112]
tide-line: High Water this day—6.39 ; 6.58 bbox=[24, 117, 113, 125]
year-1889-2: 1889. bbox=[443, 357, 476, 371]
auckland-dateline: AUCKLAND, yesterday. bbox=[1103, 849, 1171, 857]
column-6 bbox=[1182, 85, 1431, 1970]
divider bbox=[24, 835, 244, 836]
cablegrams-box bbox=[1182, 85, 1431, 134]
ink-mark bbox=[1852, 821, 1862, 829]
column-divider bbox=[481, 85, 482, 1970]
found-notice: FOUND (last night)—A Horse, Saddle, and Bridle. Owner apply Standard Office, and pay cost of advertisement. bbox=[1645, 419, 1852, 436]
closing-text: Nasar got away well and was not caught, having a good lead. Tent was having a good second. Teas, therefore won with eight points, Cameron five, and Nasar five. The latter having won the long distance event was awarded second prize. A walking match was arranged and was won by G. Johnstone, F. Hooper second. The Boys' Race, under 16 years—Won by Page. Girls' Race—Won by Miss Hicks. bbox=[1182, 986, 1402, 1040]
tea-text: The various sports kept things going merrily until tea time, when the ladies had a trying task set them, there being enough people present to make many relays at the tables. But there was an abundance of provisions, and the ladies were quite equal to the occasion, doing their best to show every one due attention, and if there happened to be one who did not fare well, he had only himself to blame. The tables were provided and presided over by the following ladies (assisted by a large number of young ladies whose names were not all obtainable):— Mesdames Dunlop, Pollen, and Townley, assisted by Mrs Bourke, Mrs Ranger, and Miss Barry. Mesdames Blythe, Taylor, and Townley. Mesdames Palliser and Gardiner, assisted by Mrs Farrie, Misses Palliser, Adair, Martelli, Watson, Newton, and Young. Mesdames DeLautour and Akroyd, assisted by Misses De Lautour and Langford. Mrs Barker, assisted by the Misses Barker. Mesdames Fielder, Bradfield, and Ratcliffe, with Mrs Dickie, Miss Reardon and Missee Kennedy. Mesdames Tucker and Sherriff, with assistance. Mesdames Gold Smith and Greenwood, assisted by Misses Lysaat, Booth, and Kensington. Mesdames Baker and Humphries, with Mrs Lewis and Miss Allen Baker. bbox=[1414, 353, 1634, 499]
church-fete-heading: THE CHURCH OF ENGLAND GARDEN FETE. bbox=[1196, 768, 1388, 790]
column-divider bbox=[1408, 85, 1409, 1970]
divider bbox=[24, 950, 244, 952]
notice-heading: NOTICE. bbox=[338, 386, 394, 399]
for-season: for the SPRING and SUMMER SEASON, now open at the bbox=[255, 299, 414, 307]
stabling: GOOD STABLING. bbox=[336, 206, 396, 212]
postmaster-signature: W. W. BESWICK, Chief Postmaster. bbox=[145, 455, 244, 463]
newspaper-title: THE GISBORNE STANDARD, THURSDAY, FEBRUARY 6, 1890. bbox=[429, 25, 1446, 61]
secrecy: ABSOLUTE SECRECY IN ALL CASES. bbox=[535, 207, 659, 214]
sun-line: Sun Rises this day—5 22 ; sets, 7 5 bbox=[24, 128, 119, 136]
